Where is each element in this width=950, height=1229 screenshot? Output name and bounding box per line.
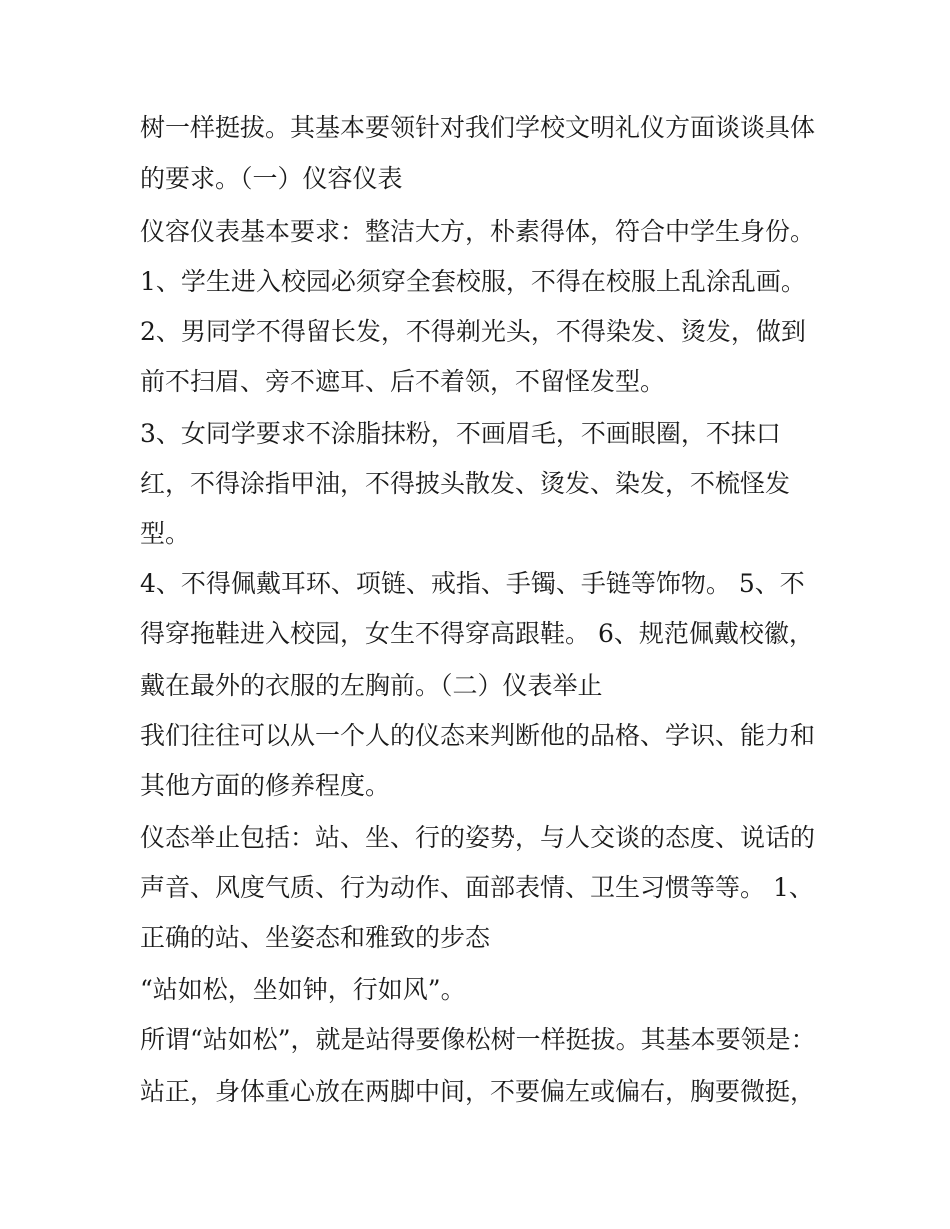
text-line: 得穿拖鞋进入校园，女生不得穿高跟鞋。 6、规范佩戴校徽， (140, 619, 814, 648)
text-line: 1、学生进入校园必须穿全套校服，不得在校服上乱涂乱画。 (140, 267, 806, 296)
text-line: 仪态举止包括：站、坐、行的姿势，与人交谈的态度、说话的 (140, 823, 816, 852)
text-line: 声音、风度气质、行为动作、面部表情、卫生习惯等等。 1、 (140, 873, 814, 902)
text-line: “站如松，坐如钟，行如风”。 (140, 975, 466, 1004)
text-line: 4、不得佩戴耳环、项链、戒指、手镯、手链等饰物。 5、不 (140, 569, 805, 598)
text-line: 其他方面的修养程度。 (140, 771, 391, 800)
text-line: 仪容仪表基本要求：整洁大方，朴素得体，符合中学生身份。 (140, 217, 816, 246)
text-line: 树一样挺拔。其基本要领针对我们学校文明礼仪方面谈谈具体 (140, 113, 816, 142)
text-line: 红，不得涂指甲油，不得披头散发、烫发、染发，不梳怪发 (140, 469, 791, 498)
text-line: 的要求。（一）仪容仪表 (140, 164, 403, 193)
text-line: 正确的站、坐姿态和雅致的步态 (140, 923, 491, 952)
text-line: 2、男同学不得留长发，不得剃光头，不得染发、烫发，做到 (140, 317, 806, 346)
text-line: 前不扫眉、旁不遮耳、后不着领，不留怪发型。 (140, 367, 666, 396)
text-line: 所谓“站如松”，就是站得要像松树一样挺拔。其基本要领是： (140, 1025, 816, 1054)
text-line: 我们往往可以从一个人的仪态来判断他的品格、学识、能力和 (140, 721, 816, 750)
text-line: 站正，身体重心放在两脚中间，不要偏左或偏右，胸要微挺， (140, 1077, 816, 1106)
text-line: 3、女同学要求不涂脂抹粉，不画眉毛，不画眼圈，不抹口 (140, 419, 781, 448)
text-line: 型。 (140, 519, 191, 548)
text-line: 戴在最外的衣服的左胸前。（二）仪表举止 (140, 671, 603, 700)
